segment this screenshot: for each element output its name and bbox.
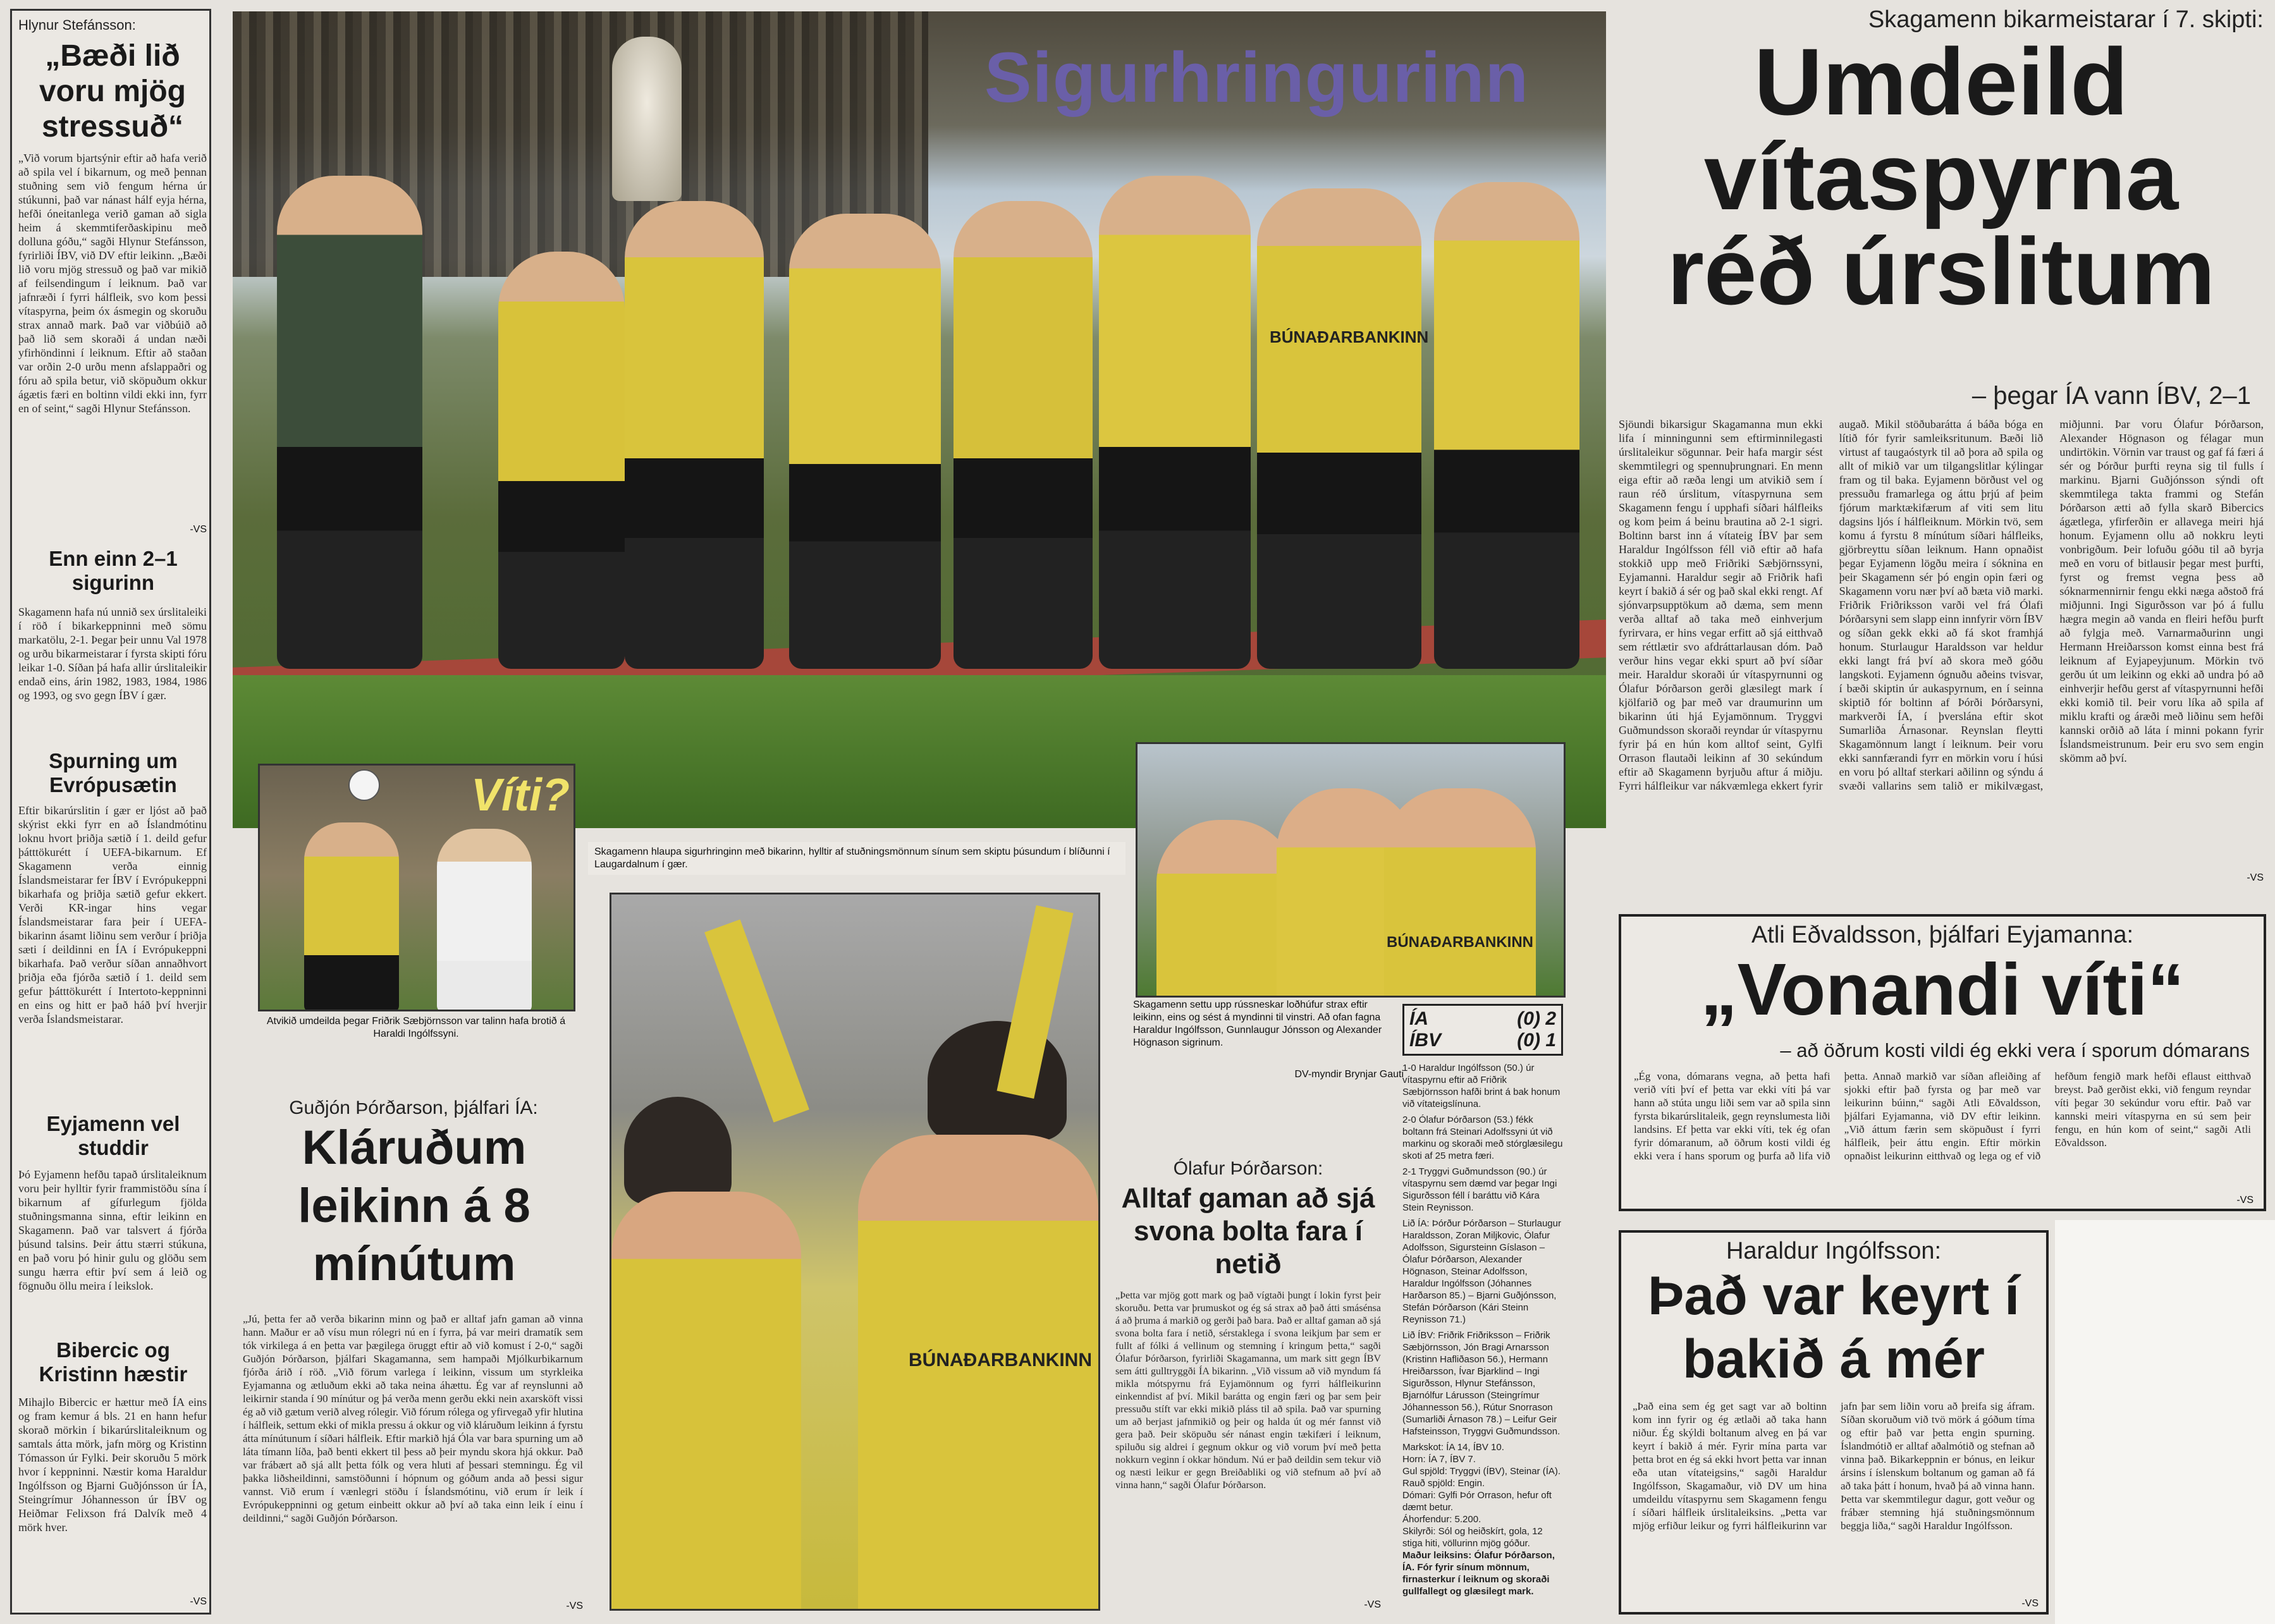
left-signature-1: -VS (190, 524, 207, 535)
score-row-home (1409, 1008, 1556, 1030)
penalty-label: Víti? (471, 770, 570, 821)
lineup-entry: Lið ÍBV: Friðrik Friðriksson – Friðrik Sæbjörnsson, Jón Bragi Arnarsson (Kristinn Hafliðason 56.), Hermann Hreiðarsson, Ívar Bjarklind – Ingi Sigurðsson, Hlynur Stefánsson, Bjarnólfur Lárusson (Steingrímur Jóhannesson 56.), Rútur Snorrason (Sumarliði Árnason 78.) – Leifur Geir Hafsteinsson, Tryggvi Guðmundsson. (1402, 1330, 1561, 1437)
trophy (612, 37, 682, 201)
atli-kicker: Atli Eðvaldsson, þjálfari Eyjamanna: (1751, 922, 2134, 948)
haraldur-kicker: Haraldur Ingólfsson: (1726, 1238, 1942, 1264)
haraldur-body: „Það eina sem ég get sagt var að boltinn kom inn fyrir og ég ætlaði að taka hann niður. Ég skýldi boltanum alveg en þá var keyrt í bakið á mér. Fyrir mína parta var þetta brot en ég sá ekki hvort þetta var innan eða utan vítateigsins,“ sagði Haraldur Ingólfsson, Skagamaður, við DV um hina umdeildu vítaspyrnu sem Skagamenn fengu í síðari hálfleik úrslitaleiksins. „Þetta var mjög erfiður leikur og fyrri hálfleikurinn var jafn þar sem liðin voru að þreifa sig áfram. Síðan skoruðum við tvö mörk á góðum tíma og eftir það var þetta engin spurning. Íslandmótið er alltaf aðalmótið og stefnan að vinna það. Bikarkeppnin er bónus, en leikur ársins í íslenskum boltanum og gaman að fá að taka þátt í honum, hvað þá að vinna hann. Þetta var skemmtilegur dagur, gott veður og frábær stemning hjá stuðningsmönnum beggja liða,“ sagði Haraldur Ingólfsson. (1633, 1400, 2035, 1532)
olafur-signature: -VS (1364, 1599, 1381, 1610)
fact-entry: Dómari: Gylfi Þór Orrason, hefur oft dæmt betur. (1402, 1490, 1552, 1513)
fact-entry: Áhorfendur: 5.200. (1402, 1514, 1481, 1525)
fact-entry: Rauð spjöld: Engin. (1402, 1478, 1485, 1489)
atli-box (1619, 914, 2266, 1211)
left-subhead-2: Spurning um Evrópusætin (49, 749, 178, 797)
ball (348, 769, 380, 801)
player-figure (277, 176, 422, 669)
left-body-3: Eftir bikarúrslitin í gær er ljóst að það skýrist ekki fyrr en að Íslandmótinu loknu hvort þriðja sætið í 1. deild gefur þátttökurétt í UEFA-bikarnum. Ef Skagamenn verða einnig Íslandsmeistarar fer ÍBV í Evrópukeppni bikarhafa og þriðja sætið gefur ekkert. Verði KR-ingar hins vegar Íslandsmeistarar fara þeir í UEFA-bikarinn ásamt liðinu sem verður í þriðja sæti í deildinni en ÍA í Evrópukeppni bikarhafa. Það verður síðan annaðhvort þriðja eða fjórða sætið í 1. deild sem gefur þátttökurétt í Intertoto-keppninni en eins og hitt er það háð því hverjir verða Íslandsmeistarar. (18, 804, 207, 1025)
left-subhead-3: Eyjamenn vel studdir (46, 1112, 180, 1159)
celebration-photo (1136, 742, 1566, 998)
final-score: 2 (1545, 1008, 1556, 1029)
player-figure (1156, 820, 1296, 998)
olafur-body: „Þetta var mjög gott mark og það vígtaði þungt í lokin fyrst þeir skoruðu. Þetta var þrumuskot og ég sá strax að það átti smásénsa á að þruma á markið og gerði það bara. Það er alltaf gaman að sjá svona bolta fara í netið, sérstaklega í svona leikjum þar sem er fullt af fólki á vellinum og stemning í kringum þetta,“ sagði Ólafur Þórðarson, fyrirliði Skagamanna, um mark sitt gegn ÍBV sem átti gulltryggði ÍA bikarinn. „Við vissum að við myndum fá mikla mótspyrnu frá Eyjamönnum og fyrri hálfleikurinn einkenndist af því. Mikil barátta og engin færi og þar sem þeir pressuðu stíft var ekki mikið pláss til að spila. Það var spurning um að berjast jafnmikið og þeir og halda út og mér fannst við gera það. Þeir sköpuðu sér nánast engin tækifæri í leiknum, spiluðu sig aldrei í gegnum okkur og við vorum því með þetta nokkurn veginn í okkar höndum. Nú er það deildin sem tekur við og næsti leikur er gegn Breiðabliki og við stefnum að því að vinna hann,“ sagði Ólafur Þórðarson. (1115, 1290, 1381, 1491)
atli-signature: -VS (2236, 1195, 2254, 1206)
coach-headline: Kláruðum leikinn á 8 mínútum (298, 1121, 530, 1291)
lineup-entry: Lið ÍA: Þórður Þórðarson – Sturlaugur Haraldsson, Zoran Miljkovic, Ólafur Adolfsson, Sigursteinn Gíslason – Ólafur Þórðarson, Alexander Högnason, Steinar Adolfsson, Haraldur Ingólfsson (Jóhannes Harðarson 85.) – Bjarni Guðjónsson, Stefán Þórðarson (Kári Steinn Reynisson 71.) (1402, 1218, 1561, 1325)
goal-entry: 2-1 Tryggvi Guðmundsson (90.) úr vítaspyrnu sem dæmd var þegar Ingi Sigurðsson féll í baráttu við Kára Stein Reynisson. (1402, 1166, 1557, 1213)
shirt-sponsor: BÚNAÐARBANKINN (1270, 327, 1429, 346)
photo-credit: DV-myndir Brynjar Gauti (1294, 1069, 1404, 1080)
player-figure (437, 829, 532, 1011)
player-figure (789, 214, 941, 669)
penalty-caption: Atvikið umdeilda þegar Friðrik Sæbjörnsson var talinn hafa brotið á Haraldi Ingólfssyni. (266, 1016, 566, 1039)
fact-entry: Horn: ÍA 7, ÍBV 7. (1402, 1454, 1476, 1465)
atli-headline: „Vonandi víti“ (1700, 948, 2185, 1030)
player-figure (1257, 188, 1429, 669)
haraldur-box (1619, 1230, 2049, 1615)
player-figure (1099, 176, 1251, 669)
player-figure (611, 1192, 801, 1611)
player-figure (858, 1135, 1098, 1611)
fact-entry: Skilyrði: Sól og heiðskírt, gola, 12 stiga hiti, völlurinn mjög góður. (1402, 1526, 1543, 1549)
atli-body: „Ég vona, dómarans vegna, að þetta hafi verið víti því ef þetta var ekki víti þá var hann að stúta ungu liði sem var að spila sinn fyrsta bikarúrslitaleik, gegn reynslumesta liði landsins. Ef þetta var ekki víti, tek ég ofan fyrir dómaranum, að öðrum kosti vildi ég ekki vera í hans sporum og þurfa að lifa við þetta. Annað markið var síðan afleiðing af sjokki eftir það fyrsta og þar með var leikurinn búinn,“ sagði Atli Eðvaldsson, þjálfari Eyjamanna, við DV eftir leikinn. „Við áttum færin sem sköpuðust í fyrri hálfleik, þeir áttu engin. Eftir mörkin opnaðist leikurinn eitthvað og lega og ef við hefðum fengið mark hefði eflaust eitthvað breyst. Það gerðist ekki, við fengum reyndar víti þegar 30 sekúndur voru eftir. Það var kannski meiri vítaspyrna en sú sem þeir fengu, en hún kom of seint,“ sagði Atli Eðvaldsson. (1634, 1070, 2251, 1162)
player-figure (954, 201, 1093, 669)
penalty-photo (258, 764, 575, 1011)
left-subhead-1: Enn einn 2–1 sigurinn (49, 547, 178, 594)
team-name: ÍA (1409, 1008, 1428, 1029)
final-score: 1 (1545, 1030, 1556, 1051)
match-stats (1402, 1062, 1563, 1599)
score-row-away (1409, 1030, 1556, 1051)
olafur-headline: Alltaf gaman að sjá svona bolta fara í netið (1121, 1183, 1375, 1279)
left-body-5: Mihajlo Bibercic er hættur með ÍA eins og fram kemur á bls. 21 en hann hefur skorað mörkin í bikarúrslitaleiknum og samtals átta mörk, jafn mörg og Kristinn Tómasson úr Fylki. Þeir skoruðu 5 mörk hvor í keppninni. Næstir koma Haraldur Ingólfsson og Bjarni Guðjónsson úr ÍA, Steingrímur Jóhannesson úr ÍBV og Heiðmar Felixson frá Dalvík með 4 mörk hver. (18, 1396, 207, 1534)
main-photo-caption: Skagamenn hlaupa sigurhringinn með bikarinn, hylltir af stuðningsmönnum sínum sem skiptu þúsundum í blíðunni í Laugardalnum í gær. (588, 842, 1125, 875)
top-body: Sjöundi bikarsigur Skagamanna mun ekki lifa í minningunni sem eftirminnilegasti úrslitaleikur sögunnar. Þeir hafa margir sést skemmtilegri og spennuþrungnari. En menn eiga eftir að ræða lengi um atvikið sem í raun réð úrslitum, vítaspyrnuna sem Skagamenn fengu í upphafi síðari hálfleiks og kom þeim á beinu brautina að 2-1 sigri. Boltinn barst inn á vítateig ÍBV þar sem Haraldur Ingólfsson féll við eftir að hafa stokkið upp með Friðriki Sæbjörnssyni, Eyjamanni. Haraldur segir að Friðrik hafi keyrt í bakið á sér og það skal ekki rengt. Af sjónvarpsupptökum að dæma, sem menn verða alltaf að taka með einhverjum fyrirvara, er hins vegar erfitt að sjá eitthvað sem réttlætir svo afdráttarlausan dóm. Það verður hins vegar ekki spurt að því síðar meir. Haraldur skoraði úr vítaspyrnunni og Ólafur Þórðarson gerði glæsilegt mark í kjölfarið og þar með var draumurinn um bikarinn úti hjá Eyjamönnum. Tryggvi Guðmundsson skoraði reyndar úr vítaspyrnu fyrir þá en hún kom alltof seint, Gylfi Orrason flautaði leikinn af 30 sekúndum eftir að Skagamenn byrjuðu aftur á miðju. Fyrri hálfleikur var nákvæmlega ekkert fyrir augað. Mikil stöðubarátta á báða bóga en lítið fór fyrir samleiksritunum. Bæði lið virtust af taugaóstyrk til að þora að spila og allt of mikið var um tilgangslitlar kýlingar fram og til baka. Eyjamenn börðust vel og pressuðu framarlega og áttu þrjú af þeim fjórum marktækifærum af viti sem litu dagsins ljós í hálfleiknum. Mörkin tvö, sem komu á fyrstu 8 mínútum síðari hálfleiks, gjörbreyttu síðan leiknum. Hann opnaðist þegar Eyjamenn lögðu meira í sóknina en þeir Skagamenn sér þó engin opin færi og Skagamenn voru nær því að bæta við marki. Friðrik Friðriksson varði vel frá Ólafi Þórðarsyni sem slapp einn innfyrir vörn ÍBV og síðan gekk ekki að fá skot framhjá honum. Sturlaugur Haraldsson var heldur ekki langt frá því að skora með góðu langskoti. Eyjamenn ógnuðu aðeins tvisvar, í bæði skiptin úr aukaspyrnum, en í seinna skiptið fór boltinn af Þórði Þórðarsyni, markverði ÍA, í þverslána eftir skot Sumarliða Árnasonar. Reynslan fleytti Skagamönnum langt í leiknum. Þeir voru ekki sannfærandi fyrr en mörkin voru í húsi en voru þó alltaf sterkari aðilinn og sýndu á svæði vallarins sem talið er mikilvægast, miðjunni. Þar voru Ólafur Þórðarson, Alexander Högnason og félagar mun undirtökin. Vörnin var traust og gaf fá færi á sér og Þórður þurfti reyna sig til fulls í markinu. Bjarni Guðjónsson sýndi oft skemmtilega takta frammi og Stefán Þórðarson ætti að fylla skarð Bibercics ágætlega, yfirferðin er allavega meiri hjá honum. Eyjamenn ollu að nokkru leyti vonbrigðum. Þeir lofuðu góðu til að byrja með en voru of bitlausir þegar mest þurfti, fyrst og fremst vegna þess að sóknarmennirnir fengu ekki næga aðstoð frá miðjunni. Ingi Sigurðsson var þó á fullu hægra megin að vanda en fleiri hefðu þurft að fylgja með. Varnarmaðurinn ungi Hermann Hreiðarsson komst einna best frá leiknum af Eyjapeyjunum. Mörkin tvö gerðu út um leikinn og ekki að undra þó að einhverjir hefðu gerst af vítaspyrnunni hefði ekki komið til. Þeir voru líka að spila af miklu krafti og áræði með liðinu sem hefði kannski orðið að láta í minni pokann fyrir Íslandsmeistrunum. Þeir eru svo sem engin skömm að því. (1619, 418, 2264, 792)
haraldur-headline: Það var keyrt í bakið á mér (1647, 1266, 2020, 1389)
haraldur-signature: -VS (2021, 1598, 2039, 1609)
goal-entry: 2-0 Ólafur Þórðarson (53.) fékk boltann frá Steinari Adolfssyni út við markinu og skoraði með stórglæsilegu skoti af 25 metra færi. (1402, 1114, 1563, 1161)
fur-hats-photo (610, 893, 1100, 1611)
left-body: „Við vorum bjartsýnir eftir að hafa verið að spila vel í bikarnum, og með þennan stuðning sem við fengum hérna úr stúkunni, það var nánast hálf eyja hérna, hefði óneitanlega verið gaman að sigla heim á skemmtiferðaskipinu með dollunа góðu,“ sagði Hlynur Stefánsson, fyrirliði ÍBV, við DV eftir leikinn. „Bæði lið voru mjög stressuð og það var mikið af feilsendingum í leiknum. Það var jafnræði í fyrri hálfleik, svo kom þessi vítaspyrna, þeim óx ásmegin og skoruðu strax annað mark. Það var viðbúið að það lið sem skoraði á undan næði yfirhöndinni í leiknum. Eftir að staðan var orðin 2-0 urðu menn afslappaðri og fóru að spila betur, við sköpuðum okkur ágætis færi en boltinn vildi ekki inn, fyrr en of seint,“ sagði Hlynur Stefánsson. (18, 152, 207, 415)
olafur-kicker: Ólafur Þórðarson: (1173, 1158, 1323, 1179)
left-headline: „Bæði lið voru mjög stressuð“ (39, 39, 186, 143)
player-figure (1434, 182, 1579, 669)
coach-body: „Jú, þetta fer að verða bikarinn minn og það er alltaf jafn gaman að vinna hann. Maður er að vísu mun rólegri nú en í fyrra, þá var meiri dramatík sem tók virkilega á en þetta var þægilega öruggt eftir að við komust í 2-0,“ sagði Guðjón Þórðarson, þjálfari Skagamanna, sem hampaði Mjólkurbikarnum fjórða árið í röð. „Við förum varlega í leikinn, vissum um styrkleika Eyjamanna og ætluðum ekki að taka neina áhættu. Ég var af reynslunni að leikirnir standa í 90 mínútur og þá verða menn gerðu ekki nein axarsköft vissi ég að við gætum verið alveg rólegir. Við fórum rólega og yfirvegað yfir hlutina í hálfleik, settum ekki of mikla pressu á okkur og við kláruðum leikinn á fyrstu átta mínútunum í síðari hálfleik. Eftir markið hjá Óla var bara spurning um að láta tímann líða, það benti ekkert til þess að þeir myndu skora hjá okkur. Það var frábært að sjá allt þetta fólk og vera hluti af þessari stemningu. Ég vil þakka liðsheildinni, samstöðunni í hópnum og góðum anda að þessi sigur vannst. Við erum í vænlegri stöðu í Íslandsmótinu, við erum ír leik í Evrópukeppninni og getum einbeitt okkur að því að taka einn leik í einu í deildinni,“ sagði Guðjón Þórðarson. (243, 1313, 583, 1524)
page-corner (2055, 1220, 2275, 1624)
score-box (1402, 1004, 1563, 1611)
fact-entry: Markskot: ÍA 14, ÍBV 10. (1402, 1442, 1504, 1453)
left-body-2: Skagamenn hafa nú unnið sex úrslitaleiki í röð í bikarkeppninni með sömu markatölu, 2-1. Þegar þeir unnu Val 1978 og urðu bikarmeistarar í fyrsta skipti fóru leikar 1-0. Síðan þá hafa allir úrslitaleikir endað eins, árin 1982, 1983, 1984, 1986 og 1993, og svo gegn ÍBV í gær. (18, 606, 207, 702)
coach-kicker: Guðjón Þórðarson, þjálfari ÍA: (289, 1097, 538, 1118)
raised-arm (704, 919, 809, 1122)
halftime-score: (0) (1517, 1030, 1540, 1051)
player-figure (498, 252, 625, 669)
fact-entry: Maður leiksins: Ólafur Þórðarson, ÍA. Fór fyrir sínum mönnum, firnasterkur í leiknum og skoraði gullfallegt og glæsilegt mark. (1402, 1550, 1555, 1597)
shirt-sponsor: BÚNAÐARBANKINN (1387, 934, 1533, 951)
top-headline: Umdeild vítaspyrna réð úrslitum (1667, 28, 2216, 324)
left-column (10, 9, 211, 1615)
main-photo (233, 11, 1606, 828)
coach-signature: -VS (566, 1601, 583, 1611)
left-kicker: Hlynur Stefánsson: (18, 17, 136, 33)
player-figure (1384, 788, 1536, 998)
player-figure (625, 201, 764, 669)
top-kicker: Skagamenn bikarmeistarar í 7. skipti: (1868, 6, 2264, 33)
left-body-4: Þó Eyjamenn hefðu tapað úrslitaleiknum voru þeir hylltir fyrir frammistöðu sína í bikarnum af gífurlegum fjölda stuðningsmanna sinna, eftir leikinn en Skagamenn. Það var talsvert á fjórða þúsund talsins. Þeir áttu stærri stúkuna, en það voru þó hinir gulu og glöðu sem sungu hærra eftir því sem á leið og fögnuðu öllu meira í leikslok. (18, 1168, 207, 1292)
player-figure (304, 822, 399, 1011)
shirt-sponsor: BÚNAÐARBANKINN (909, 1350, 1092, 1371)
top-signature: -VS (2247, 872, 2264, 883)
fact-entry: Gul spjöld: Tryggvi (ÍBV), Steinar (ÍA). (1402, 1466, 1561, 1477)
atli-deck: – að öðrum kosti vildi ég ekki vera í sporum dómarans (1780, 1039, 2250, 1061)
left-signature-2: -VS (190, 1596, 207, 1607)
goal-entry: 1-0 Haraldur Ingólfsson (50.) úr vítaspyrnu eftir að Friðrik Sæbjörnsson hafði brint á bak honum við vítateigslínuna. (1402, 1063, 1561, 1109)
main-photo-title: Sigurhringurinn (984, 38, 1529, 117)
team-name: ÍBV (1409, 1030, 1442, 1051)
fur-hat (624, 1097, 732, 1204)
scoreboard (1402, 1004, 1563, 1056)
celebration-caption: Skagamenn settu upp rússneskar loðhúfur strax eftir leikinn, eins og sést á myndinni til vinstri. Að ofan fagna Haraldur Ingólfsson, Gunnlaugur Jónsson og Alexander Högnason sigrinum. (1133, 999, 1382, 1048)
top-deck: – þegar ÍA vann ÍBV, 2–1 (1971, 382, 2251, 410)
left-subhead-4: Bibercic og Kristinn hæstir (39, 1338, 188, 1386)
halftime-score: (0) (1517, 1008, 1540, 1029)
